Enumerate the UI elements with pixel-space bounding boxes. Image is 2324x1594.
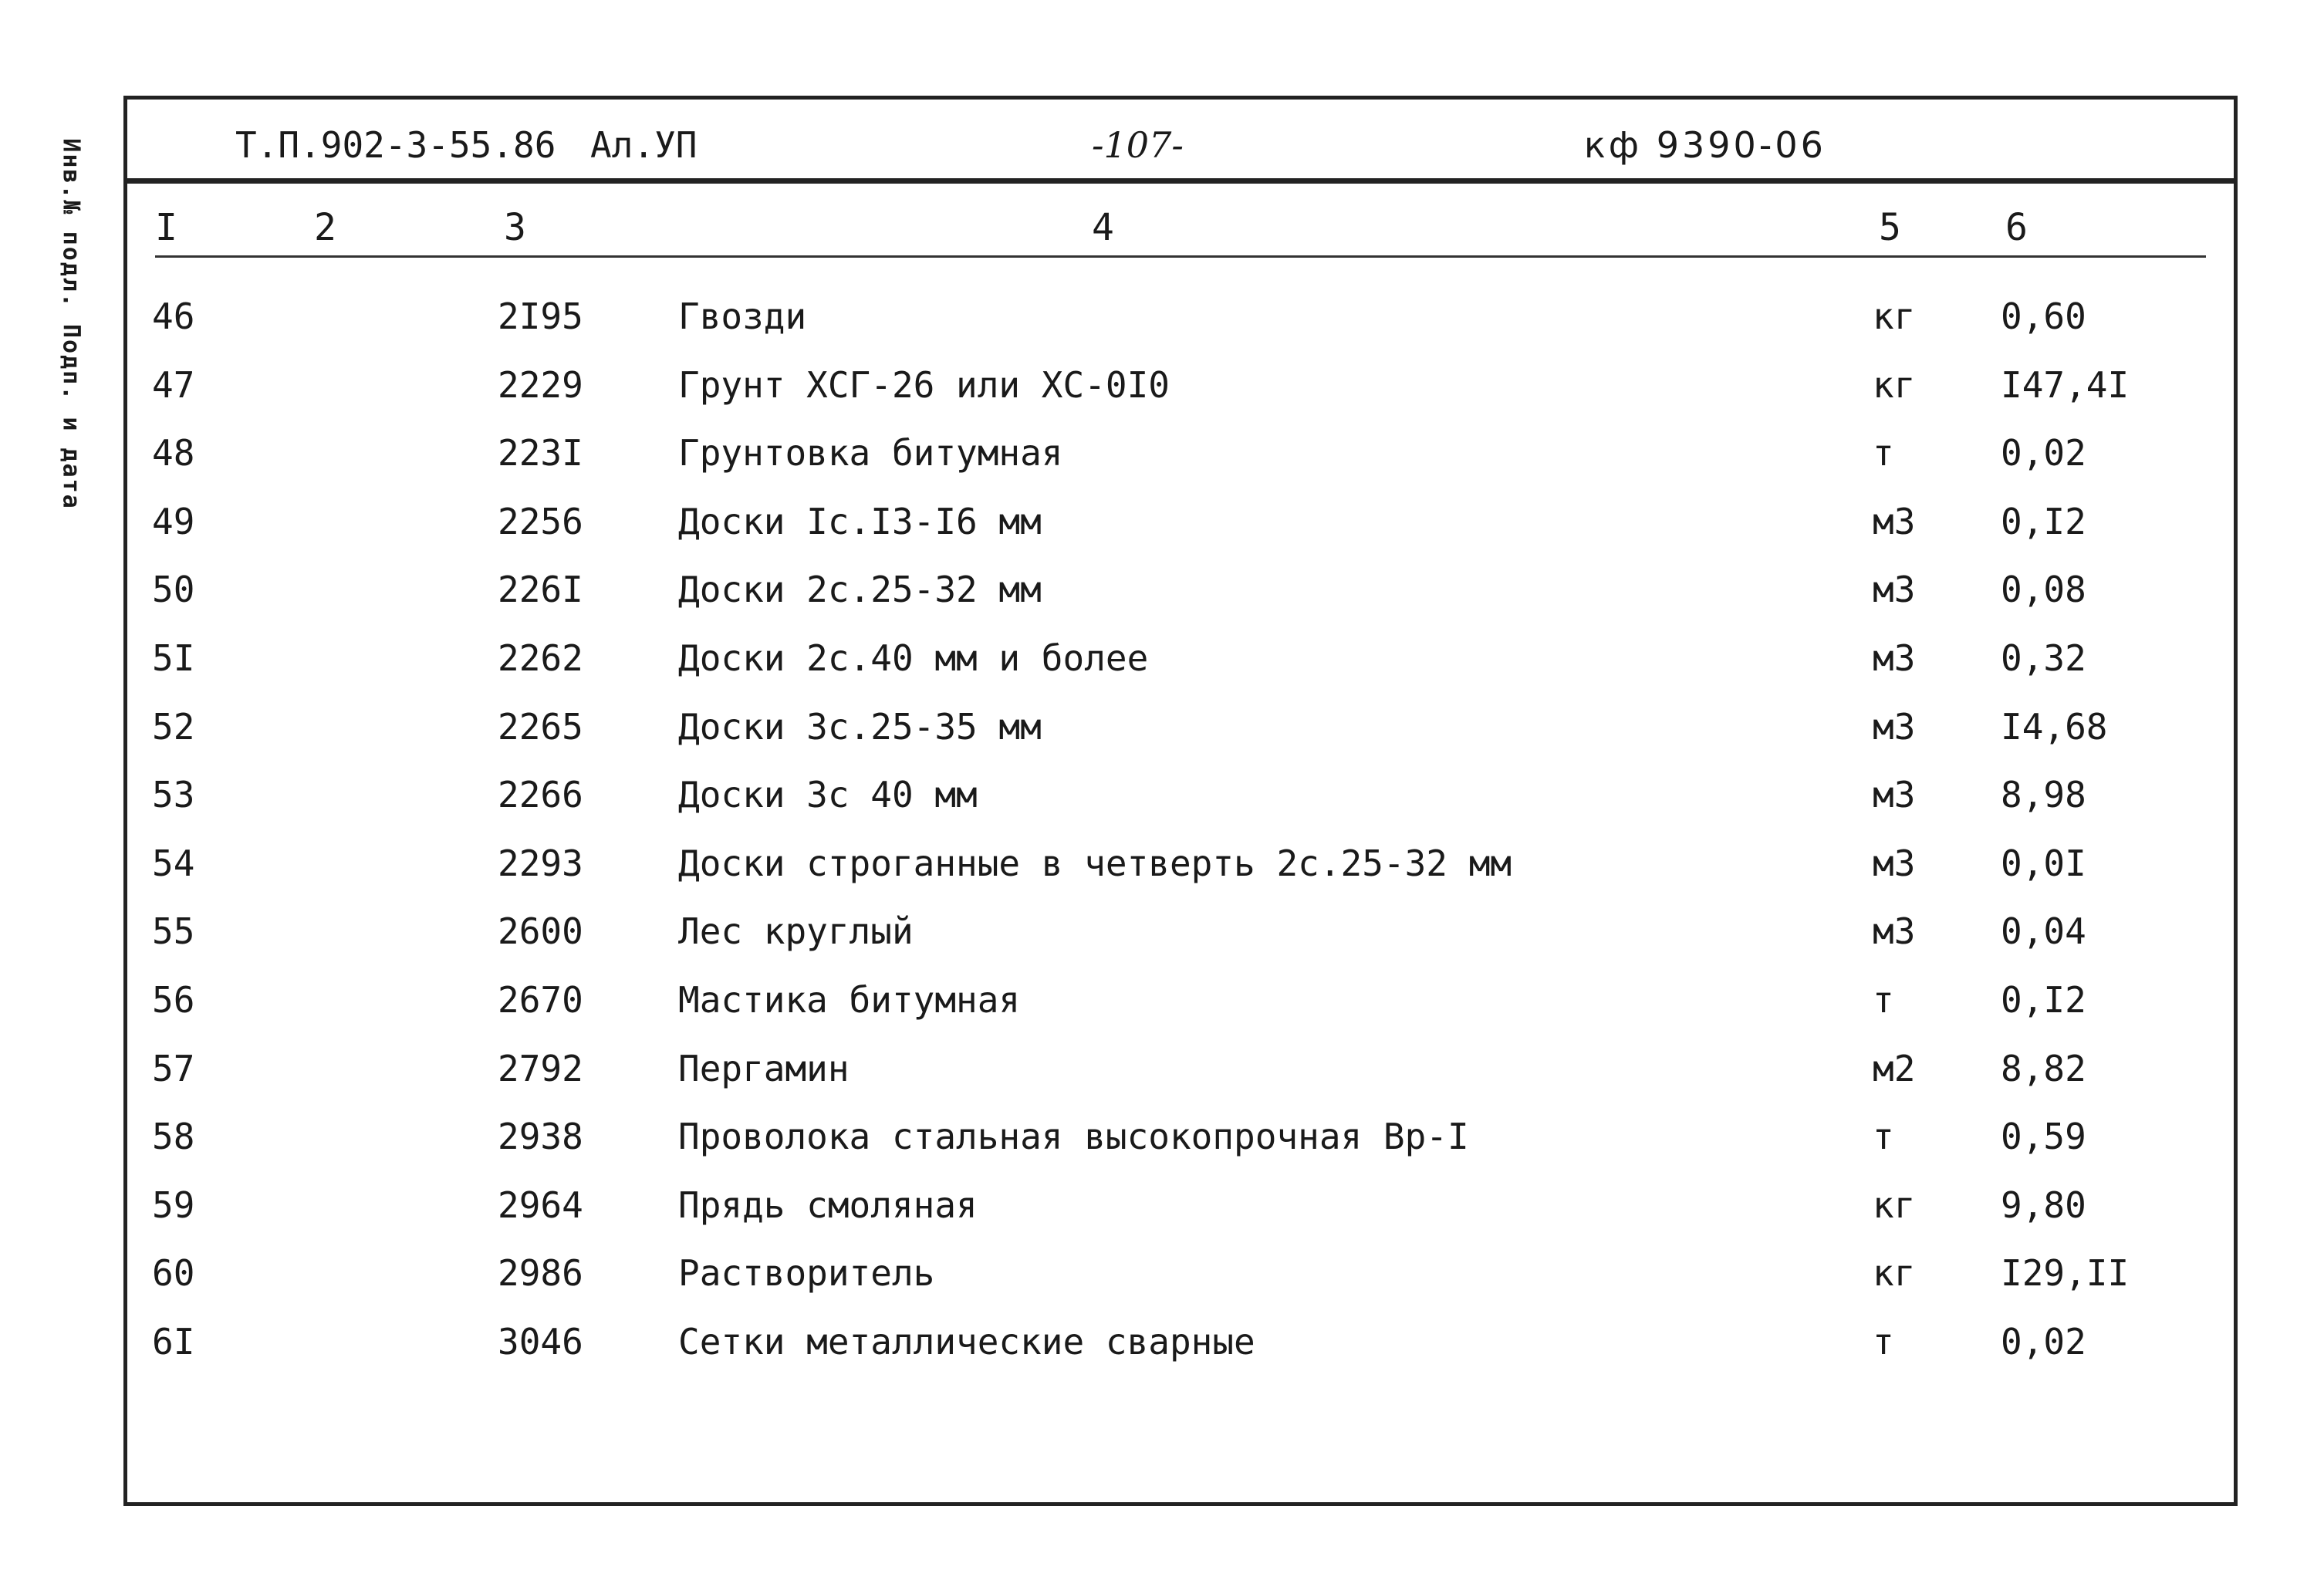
quantity: 0,08 bbox=[2001, 569, 2086, 611]
unit: м3 bbox=[1873, 774, 1916, 816]
row-number: 5I bbox=[152, 637, 195, 679]
material-code: 2265 bbox=[498, 705, 583, 748]
unit: м3 bbox=[1873, 705, 1916, 748]
material-code: 2256 bbox=[498, 500, 583, 542]
unit: т bbox=[1873, 432, 1894, 474]
table-row bbox=[127, 763, 2234, 831]
material-name: Доски 3с.25-35 мм bbox=[678, 705, 1042, 748]
quantity: 0,02 bbox=[2001, 432, 2086, 474]
quantity: 0,59 bbox=[2001, 1116, 2086, 1158]
unit: т bbox=[1873, 1116, 1894, 1158]
table-row bbox=[127, 1105, 2234, 1173]
material-code: 2986 bbox=[498, 1252, 583, 1295]
side-stamp-text: Инв.№ подл. Подп. и дата bbox=[57, 138, 85, 510]
row-number: 48 bbox=[152, 432, 195, 474]
row-number: 57 bbox=[152, 1047, 195, 1089]
material-name: Проволока стальная высокопрочная Вр-I bbox=[678, 1116, 1469, 1158]
material-name: Доски 2с.40 мм и более bbox=[678, 637, 1149, 679]
column-header-3: 3 bbox=[504, 206, 526, 249]
row-number: 49 bbox=[152, 500, 195, 542]
material-name: Растворитель bbox=[678, 1252, 935, 1295]
quantity: 0,04 bbox=[2001, 910, 2086, 953]
project-code: Т.П.902-3-55.86 bbox=[235, 124, 556, 166]
row-number: 60 bbox=[152, 1252, 195, 1295]
unit: м3 bbox=[1873, 842, 1916, 884]
table-row bbox=[127, 900, 2234, 968]
column-header-4: 4 bbox=[1092, 206, 1114, 249]
material-code: 2964 bbox=[498, 1184, 583, 1226]
table-row bbox=[127, 1241, 2234, 1309]
unit: м3 bbox=[1873, 569, 1916, 611]
unit: т bbox=[1873, 1321, 1894, 1363]
header-divider bbox=[127, 178, 2234, 184]
material-code: 226I bbox=[498, 569, 583, 611]
table-row bbox=[127, 490, 2234, 558]
row-number: 47 bbox=[152, 363, 195, 406]
table-row bbox=[127, 353, 2234, 421]
column-header-6: 6 bbox=[2005, 206, 2028, 249]
material-code: 2670 bbox=[498, 979, 583, 1021]
row-number: 6I bbox=[152, 1321, 195, 1363]
quantity: 8,98 bbox=[2001, 774, 2086, 816]
row-number: 52 bbox=[152, 705, 195, 748]
material-name: Грунтовка битумная bbox=[678, 432, 1063, 474]
material-name: Сетки металлические сварные bbox=[678, 1321, 1255, 1363]
quantity: 0,0I bbox=[2001, 842, 2086, 884]
column-header-rule bbox=[155, 255, 2206, 258]
quantity: 0,02 bbox=[2001, 1321, 2086, 1363]
row-number: 58 bbox=[152, 1116, 195, 1158]
quantity: 0,60 bbox=[2001, 295, 2086, 337]
album-label: Ал.УП bbox=[590, 124, 698, 166]
material-code: 2600 bbox=[498, 910, 583, 953]
page-number: -107- bbox=[1092, 124, 1184, 166]
material-name: Мастика битумная bbox=[678, 979, 1021, 1021]
unit: кг bbox=[1873, 1184, 1916, 1226]
material-code: 223I bbox=[498, 432, 583, 474]
row-number: 55 bbox=[152, 910, 195, 953]
material-code: 2792 bbox=[498, 1047, 583, 1089]
document-frame bbox=[123, 96, 2238, 1506]
row-number: 53 bbox=[152, 774, 195, 816]
quantity: I47,4I bbox=[2001, 363, 2130, 406]
table-row bbox=[127, 968, 2234, 1036]
side-margin-stamp bbox=[40, 108, 102, 540]
quantity: 0,I2 bbox=[2001, 979, 2086, 1021]
column-header-2: 2 bbox=[314, 206, 336, 249]
material-code: 2293 bbox=[498, 842, 583, 884]
row-number: 54 bbox=[152, 842, 195, 884]
material-code: 2266 bbox=[498, 774, 583, 816]
table-row bbox=[127, 1037, 2234, 1105]
unit: т bbox=[1873, 979, 1894, 1021]
row-number: 50 bbox=[152, 569, 195, 611]
table-row bbox=[127, 1174, 2234, 1241]
material-name: Доски Iс.I3-I6 мм bbox=[678, 500, 1042, 542]
row-number: 56 bbox=[152, 979, 195, 1021]
reference-number: кф 9390-06 bbox=[1584, 124, 1826, 166]
material-code: 2938 bbox=[498, 1116, 583, 1158]
quantity: 9,80 bbox=[2001, 1184, 2086, 1226]
table-row bbox=[127, 695, 2234, 763]
unit: м3 bbox=[1873, 637, 1916, 679]
row-number: 46 bbox=[152, 295, 195, 337]
material-name: Доски 3с 40 мм bbox=[678, 774, 978, 816]
unit: м3 bbox=[1873, 910, 1916, 953]
quantity: I4,68 bbox=[2001, 705, 2108, 748]
material-name: Пергамин bbox=[678, 1047, 850, 1089]
column-header-5: 5 bbox=[1879, 206, 1901, 249]
table-row bbox=[127, 421, 2234, 489]
table-row bbox=[127, 558, 2234, 626]
material-name: Лес круглый bbox=[678, 910, 914, 953]
material-name: Гвозди bbox=[678, 295, 807, 337]
unit: кг bbox=[1873, 295, 1916, 337]
row-number: 59 bbox=[152, 1184, 195, 1226]
unit: кг bbox=[1873, 1252, 1916, 1295]
unit: кг bbox=[1873, 363, 1916, 406]
unit: м3 bbox=[1873, 500, 1916, 542]
table-row bbox=[127, 1310, 2234, 1378]
material-name: Доски строганные в четверть 2с.25-32 мм bbox=[678, 842, 1512, 884]
table-row bbox=[127, 832, 2234, 900]
quantity: 0,32 bbox=[2001, 637, 2086, 679]
quantity: 8,82 bbox=[2001, 1047, 2086, 1089]
table-row bbox=[127, 626, 2234, 694]
material-code: 3046 bbox=[498, 1321, 583, 1363]
material-name: Грунт ХСГ-26 или ХС-0I0 bbox=[678, 363, 1170, 406]
material-name: Прядь смоляная bbox=[678, 1184, 978, 1226]
material-code: 2I95 bbox=[498, 295, 583, 337]
unit: м2 bbox=[1873, 1047, 1916, 1089]
material-name: Доски 2с.25-32 мм bbox=[678, 569, 1042, 611]
table-row bbox=[127, 285, 2234, 353]
quantity: 0,I2 bbox=[2001, 500, 2086, 542]
material-code: 2229 bbox=[498, 363, 583, 406]
material-code: 2262 bbox=[498, 637, 583, 679]
column-header-1: I bbox=[155, 206, 177, 249]
quantity: I29,II bbox=[2001, 1252, 2130, 1295]
